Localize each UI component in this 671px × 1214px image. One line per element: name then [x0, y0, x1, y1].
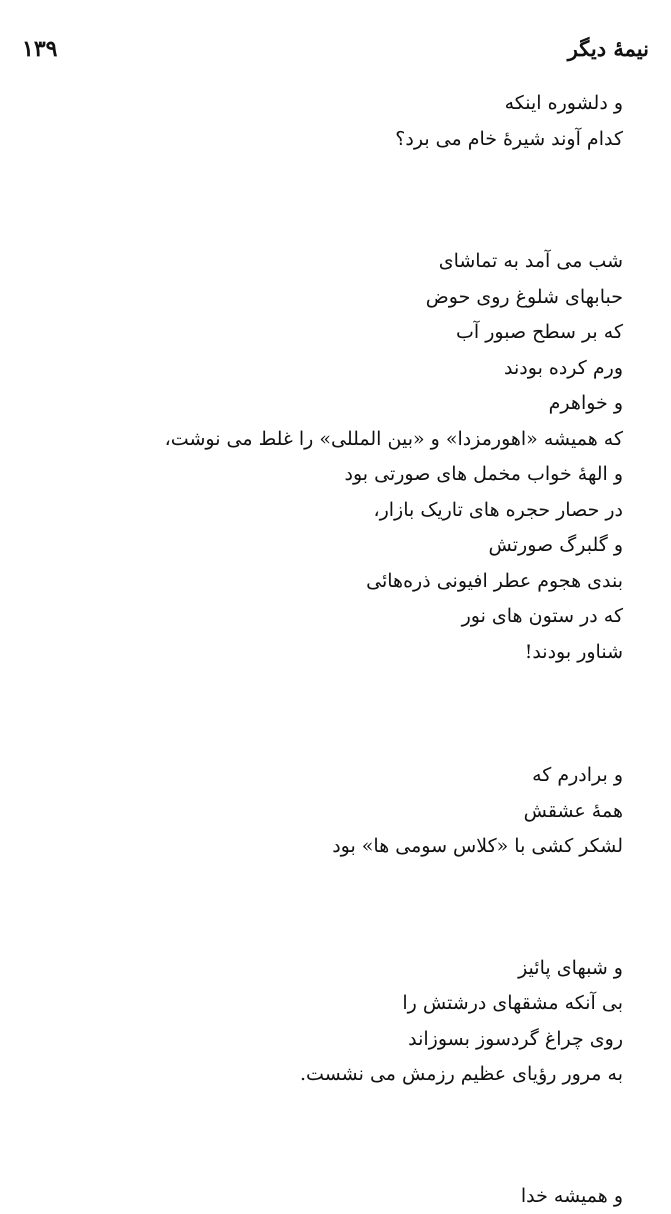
- stanza-1: [63, 86, 623, 157]
- poem-line: و الههٔ خواب مخمل های صورتی بود: [63, 457, 623, 493]
- stanza-break: [63, 670, 623, 758]
- poem-line: و همیشه خدا: [63, 1179, 623, 1214]
- poem-line: که همیشه «اهورمزدا» و «بین المللی» را غلط می نوشت،: [63, 422, 623, 458]
- poem-line: و دلشوره اینکه: [63, 86, 623, 122]
- poem-line: که بر سطح صبور آب: [63, 315, 623, 351]
- poem-line: همهٔ عشقش: [63, 794, 623, 830]
- poem-line: کدام آوند شیرهٔ خام می برد؟: [63, 122, 623, 158]
- page-header: [0, 36, 671, 64]
- running-title: نیمهٔ دیگر: [568, 36, 649, 61]
- stanza-4: [63, 951, 623, 1093]
- poem-line: ورم کرده بودند: [63, 351, 623, 387]
- poem-line: در حصار حجره های تاریک بازار،: [63, 493, 623, 529]
- poem-line: بی آنکه مشقهای درشتش را: [63, 986, 623, 1022]
- stanza-break: [63, 865, 623, 951]
- stanza-break: [63, 1093, 623, 1179]
- poem-line: لشکر کشی با «کلاس سومی ها» بود: [63, 829, 623, 865]
- poem-line: روی چراغ گردسوز بسوزاند: [63, 1022, 623, 1058]
- poem-line: و گلبرگ صورتش: [63, 528, 623, 564]
- poem-line: بندی هجوم عطر افیونی ذره‌هائی: [63, 564, 623, 600]
- poem-line: که در ستون های نور: [63, 599, 623, 635]
- stanza-2: [63, 244, 623, 670]
- poem: [63, 86, 623, 1214]
- poem-line: حبابهای شلوغ روی حوض: [63, 280, 623, 316]
- poem-line: شب می آمد به تماشای: [63, 244, 623, 280]
- stanza-3: [63, 758, 623, 865]
- page-number: ۱۳۹: [22, 36, 57, 62]
- stanza-break: [63, 157, 623, 244]
- poem-line: و شبهای پائیز: [63, 951, 623, 987]
- poem-line: و برادرم که: [63, 758, 623, 794]
- stanza-5: [63, 1179, 623, 1214]
- poem-line: شناور بودند!: [63, 635, 623, 671]
- poem-line: به مرور رؤیای عظیم رزمش می نشست.: [63, 1057, 623, 1093]
- poem-line: و خواهرم: [63, 386, 623, 422]
